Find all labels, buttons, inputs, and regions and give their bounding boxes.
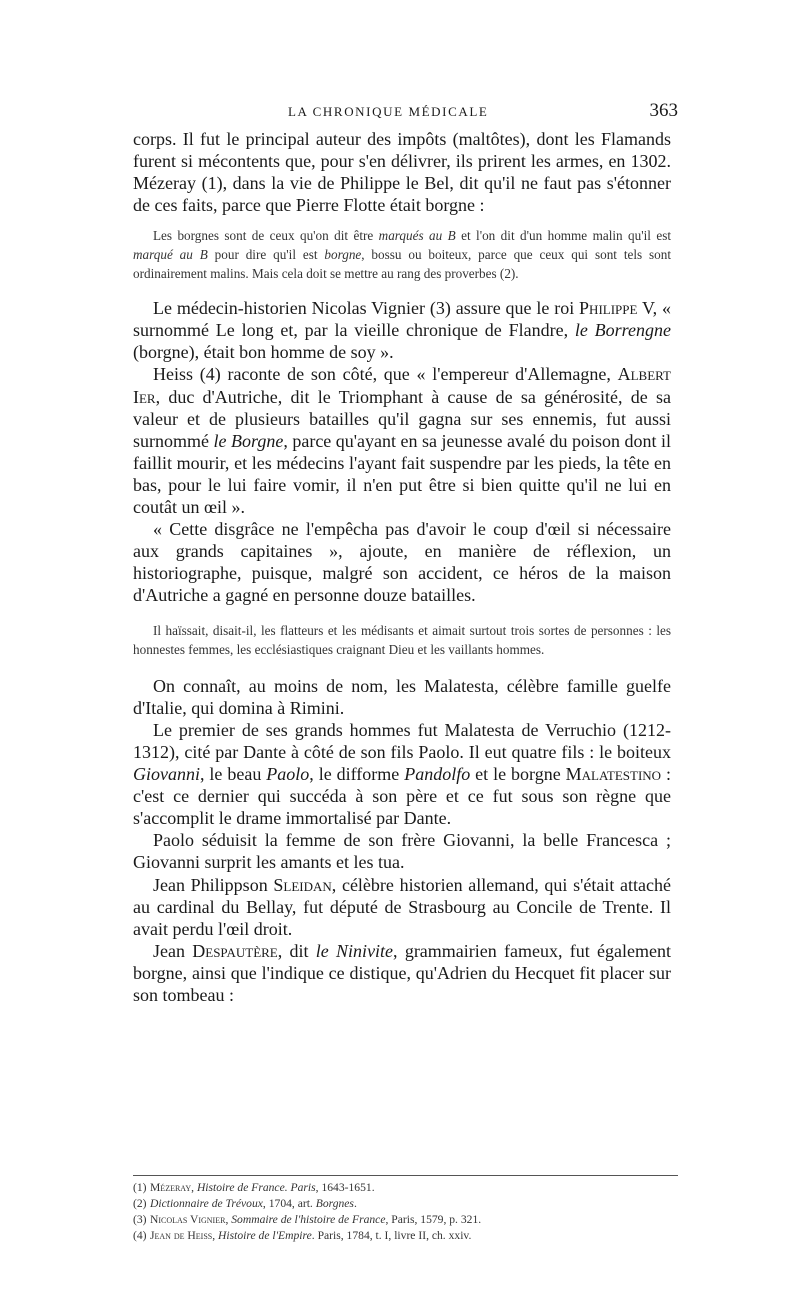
paragraph-verruchio: Le premier de ses grands hommes fut Malatesta de Verruchio (1212-1312), cité par Dante à côté de son fils Paolo. Il eut quatre fils : le boiteux Giovanni, le beau Paolo, le difforme Pandolfo et le borgne Malatestino : c'est ce dernier qui succéda à son père et ce fut sous son règne que s'accomplit le drame immortalisé par Dante. [133,719,672,829]
page-header [133,100,678,130]
quote-haissait: Il haïssait, disait-il, les flatteurs et les médisants et aimait surtout trois sortes de personnes : les honnestes femmes, les ecclésiastiques craignant Dieu et les vaillants hommes. [133,623,671,658]
paragraph-malatesta: On connaît, au moins de nom, les Malatesta, célèbre famille guelfe d'Italie, qui domina à Rimini. [133,675,671,718]
footnote-rule [133,1175,678,1176]
running-title: LA CHRONIQUE MÉDICALE [288,104,489,119]
page-number: 363 [649,100,678,121]
paragraph-sleidan: Jean Philippson Sleidan, célèbre historien allemand, qui s'était attaché au cardinal du Bellay, fut député de Strasbourg au Concile de Trente. Il avait perdu l'œil droit. [133,874,671,939]
paragraph-heiss: Heiss (4) raconte de son côté, que « l'empereur d'Allemagne, Albert Ier, duc d'Autriche, dit le Triomphant à cause de sa générosité, de sa valeur et de plusieurs batailles qu'il gagna sur ses ennemis, fut aussi surnommé le Borgne, parce qu'ayant en sa jeunesse avalé du poison dont il faillit mourir, et les médecins l'ayant fait suspendre par les pieds, la tête en bas, pour le lui faire vomir, il n'en put être si bien quitte qu'il ne lui en coutât un œil ». [133,364,672,517]
paragraph-1: corps. Il fut le principal auteur des impôts (maltôtes), dont les Flamands furent si mécontents que, pour s'en délivrer, ils prirent les armes, en 1302. Mézeray (1), dans la vie de Philippe le Bel, dit qu'il ne faut pas s'étonner de ces faits, parce que Pierre Flotte était borgne : [133,129,671,216]
footnote-1: (1) Mézeray, Histoire de France. Paris, 1643-1651. [133,1181,375,1194]
paragraph-vignier: Le médecin-historien Nicolas Vignier (3) assure que le roi Philippe V, « surnommé Le long et, par la vieille chronique de Flandre, le Borrengne (borgne), était bon homme de soy ». [133,298,671,363]
footnote-3: (3) Nicolas Vignier, Sommaire de l'histoire de France, Paris, 1579, p. 321. [133,1213,482,1226]
quote-borgnes: Les borgnes sont de ceux qu'on dit être marqués au B et l'on dit d'un homme malin qu'il est marqué au B pour dire qu'il est borgne, bossu ou boiteux, parce que ceux qui sont tels sont ordinairement malins. Mais cela doit se mettre au rang des proverbes (2). [133,228,672,281]
paragraph-despautere: Jean Despautère, dit le Ninivite, grammairien fameux, fut également borgne, ainsi que l'indique ce distique, qu'Adrien du Hecquet fit placer sur son tombeau : [133,940,672,1005]
footnotes [133,1180,678,1244]
footnote-4: (4) Jean de Heiss, Histoire de l'Empire. Paris, 1784, t. I, livre II, ch. xxiv. [133,1229,472,1242]
page-body [133,128,671,1006]
paragraph-paolo: Paolo séduisit la femme de son frère Giovanni, la belle Francesca ; Giovanni surprit les amants et les tua. [133,830,671,873]
footnote-2: (2) Dictionnaire de Trévoux, 1704, art. Borgnes. [133,1197,357,1210]
paragraph-disgrace: « Cette disgrâce ne l'empêcha pas d'avoir le coup d'œil si nécessaire aux grands capitaines », ajoute, en manière de réflexion, un historiographe, puisque, malgré son accident, ce héros de la maison d'Autriche a gagné en personne douze batailles. [133,519,671,606]
